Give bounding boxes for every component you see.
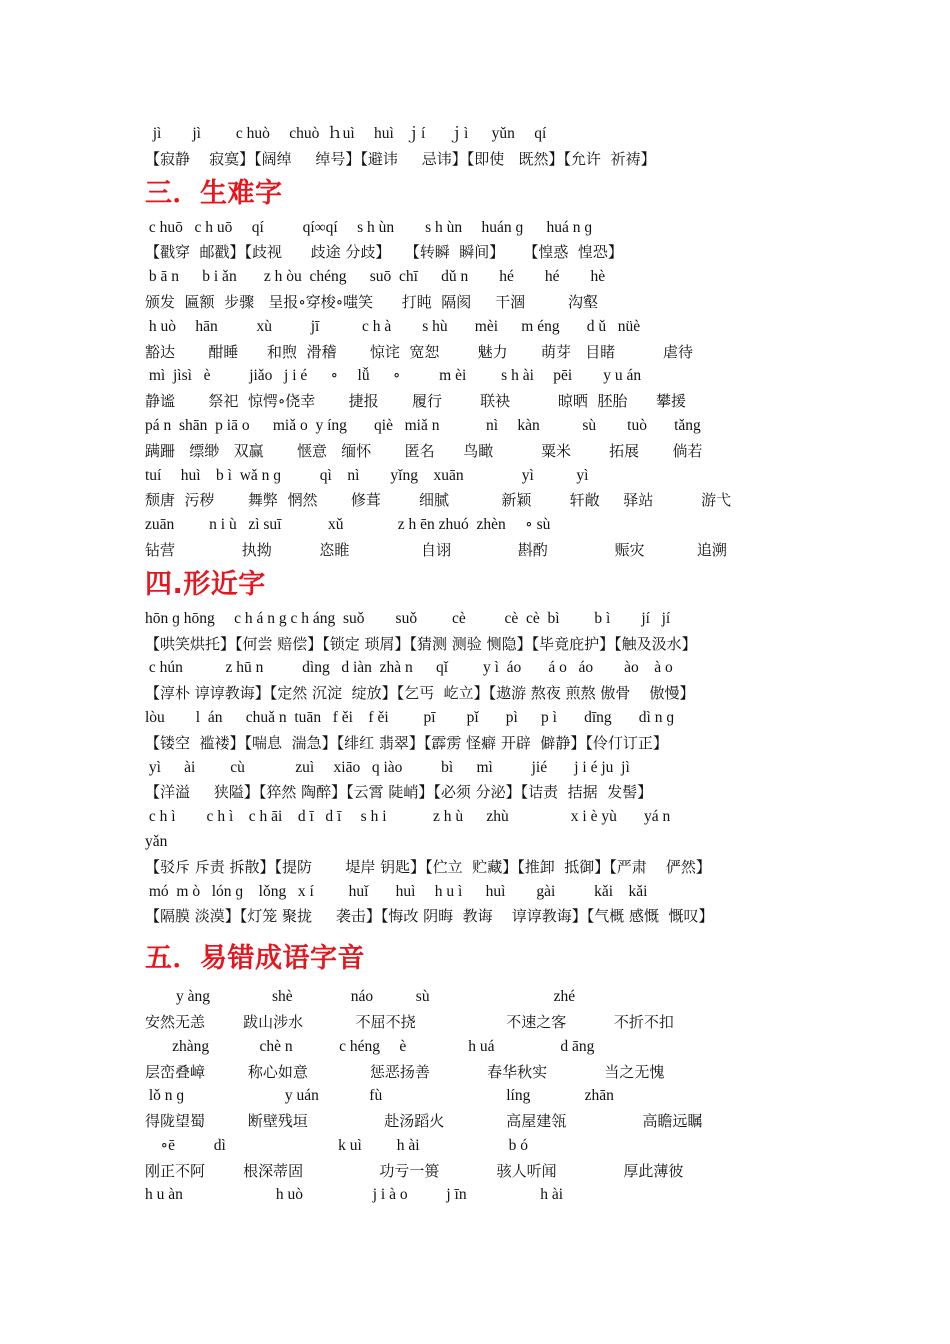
pinyin-line: jì jì c huò chuò ｈuì huì ｊí ｊì yǔn qí [145,125,547,142]
pinyin-line: yǎn [145,832,168,850]
pinyin-line: lǒ n ɡ y uán fù líng zhān [145,1087,614,1105]
hanzi-line: 豁达 酣睡 和煦 滑稽 惊诧 宽恕 魅力 萌芽 目睹 虐待 [145,342,693,361]
hanzi-line: 钻营 执拗 恣睢 自诩 斟酌 赈灾 追溯 [145,540,727,559]
pinyin-line: yì ài cù zuì xiāo q iào bì mì jié j i é ju jì [145,758,630,776]
document-page [145,122,845,1208]
hanzi-line: 【镂空 褴褛】【喘息 湍急】【绯红 翡翠】【霹雳 怪癖 开辟 僻静】【伶仃订正】 [145,733,668,752]
pinyin-line: c h ì c h ì c h āi d ī d ī s h i z h ù zhù x i è yù yá n [145,808,671,826]
pinyin-line: tuí huì b ì wǎ n ɡ qì nì yǐng xuān yì yì [145,466,589,484]
pinyin-line: c huō c h uō qí qí∞qí s h ùn s h ùn huán ɡ huá n ɡ [145,218,593,236]
pinyin-line: y àng shè náo sù zhé [145,988,576,1006]
hanzi-line: 【淳朴 谆谆教诲】【定然 沉淀 绽放】【乞丐 屹立】【遨游 熬夜 煎熬 傲骨 傲慢】 [145,684,695,703]
pinyin-line: mó m ò lón ɡ lǒng x í huǐ huì h u ì huì gài kǎi kǎi [145,882,648,900]
pinyin-line: mì jìsì è jiǎo j i é ∘ lǚ ∘ m èi s h ài pēi y u án [145,367,642,385]
pinyin-line: pá n shān p iā o miǎ o y íng qiè miǎ n nì kàn sù tuò tǎng [145,416,701,434]
hanzi-line: 【哄笑烘托】【何尝 赔偿】【锁定 琐屑】【猜测 测验 恻隐】【毕竟庇护】【触及汲水】 [145,634,697,653]
pinyin-line: zuān n i ù zì suī xǔ z h ēn zhuó zhèn ∘ sù [145,516,551,534]
section-heading: 四.形近字 [145,568,266,600]
pinyin-line: c hún z hū n dìng d iàn zhà n qǐ y ì áo á o áo ào à o [145,659,673,677]
hanzi-line: 安然无恙 跋山涉水 不屈不挠 不速之客 不折不扣 [145,1012,674,1031]
section-heading: 三．生难字 [145,177,283,209]
section-5 [145,933,845,1208]
pinyin-line: zhàng chè n c héng è h uá d āng [145,1037,595,1055]
hanzi-line: 颁发 匾额 步骤 呈报∘穿梭∘嗤笑 打盹 隔阂 干涸 沟壑 [145,292,598,311]
pinyin-line: b ā n b i ǎn z h òu chéng suō chī dǔ n hé hé hè [145,268,606,286]
pinyin-line: h uò hān xù jī c h à s hù mèi m éng d ǔ nüè [145,317,641,335]
hanzi-line: 蹒跚 缥缈 双赢 惬意 缅怀 匿名 鸟瞰 粟米 拓展 倘若 [145,441,703,460]
pinyin-line: hōn ɡ hōng c h á n g c h áng suǒ suǒ cè cè cè bì b ì jí jí [145,609,671,627]
hanzi-line: 层峦叠嶂 称心如意 惩恶扬善 春华秋实 当之无愧 [145,1062,665,1081]
top-block [145,122,845,172]
hanzi-line: 刚正不阿 根深蒂固 功亏一篑 骇人听闻 厚此薄彼 [145,1161,684,1180]
pinyin-line: ∘ē dì k uì h ài b ó [145,1136,529,1154]
section-4 [145,563,845,929]
hanzi-line: 颓唐 污秽 舞弊 惘然 修葺 细腻 新颖 轩敞 驿站 游弋 [145,491,732,510]
pinyin-line: h u àn h uò j i à o j īn h ài [145,1186,564,1204]
hanzi-line: 【寂静 寂寞】【阔绰 绰号】【避讳 忌讳】【即使 既然】【允许 祈祷】 [145,149,656,168]
hanzi-line: 静谧 祭祀 惊愕∘侥幸 捷报 履行 联袂 晾晒 胚胎 攀援 [145,392,686,411]
section-heading: 五．易错成语字音 [145,943,365,975]
hanzi-line: 得陇望蜀 断壁残垣 赴汤蹈火 高屋建瓴 高瞻远瞩 [145,1112,703,1131]
hanzi-line: 【驳斥 斥责 拆散】【提防 堤岸 钥匙】【伫立 贮藏】【推卸 抵御】【严肃 俨然】 [145,857,711,876]
section-3 [145,172,845,563]
pinyin-line: lòu l án chuǎ n tuān f ěi f ěi pī pǐ pì p ì dīng dì n ɡ [145,708,675,726]
hanzi-line: 【戳穿 邮戳】【歧视 歧途 分歧】 【转瞬 瞬间】 【惶惑 惶恐】 [145,243,623,262]
hanzi-line: 【洋溢 狭隘】【猝然 陶醉】【云霄 陡峭】【必须 分泌】【诘责 拮据 发髻】 [145,783,653,802]
hanzi-line: 【隔膜 淡漠】【灯笼 聚拢 袭击】【悔改 阴晦 教诲 谆谆教诲】【气概 感慨 慨叹】 [145,907,714,926]
